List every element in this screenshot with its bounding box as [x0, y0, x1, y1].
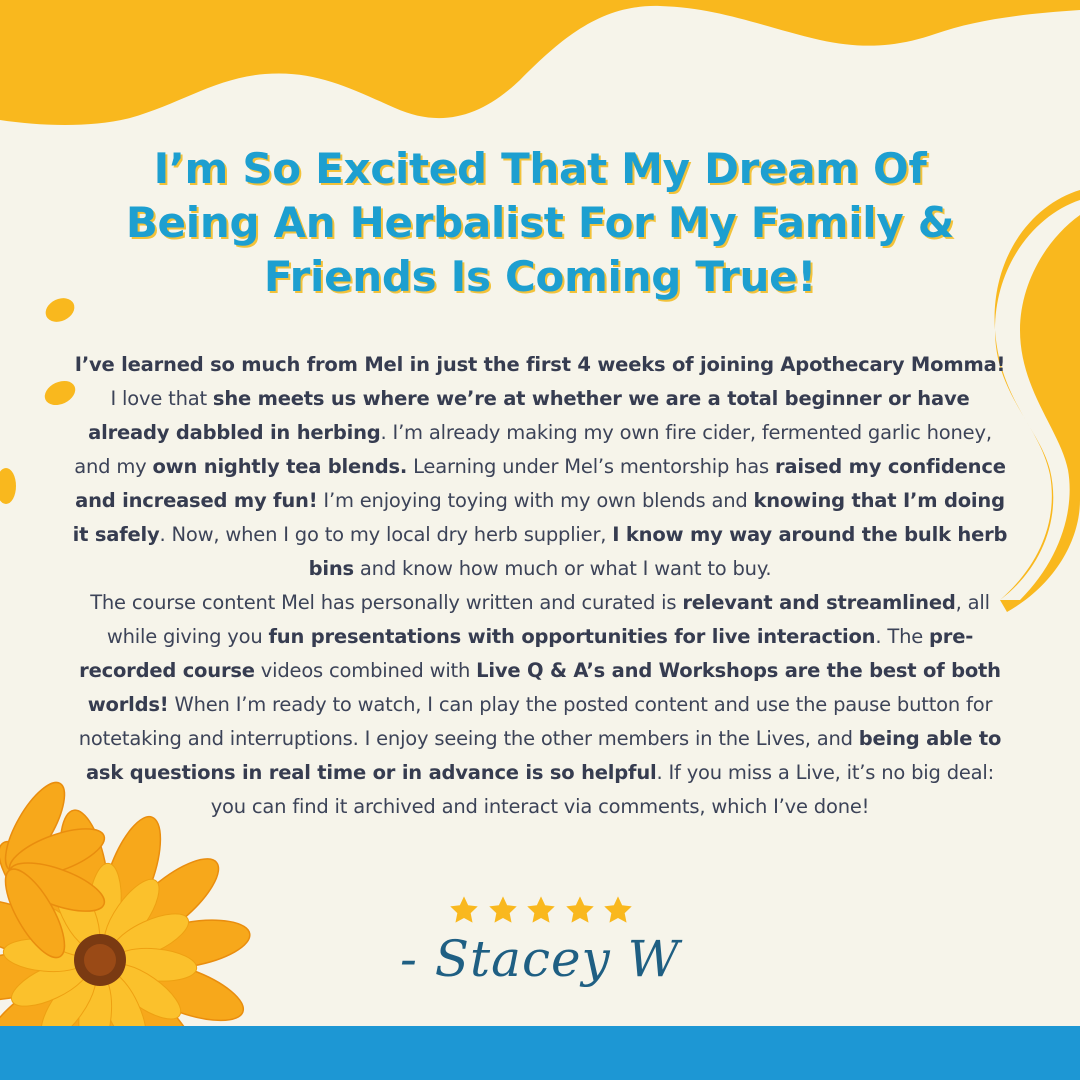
body-text-segment: When I’m ready to watch, I can play the posted content and use the pause button for notetaking and interruptions. I enjoy seeing the other members in the Lives, and: [78, 693, 993, 750]
testimonial-paragraph-2: [70, 586, 1010, 824]
left-dot-1: [42, 294, 78, 327]
highlight-text: pre-recorded course: [79, 625, 974, 682]
highlight-text: I’ve learned so much from Mel in just the first 4 weeks of joining Apothecary Momma!: [74, 353, 1006, 376]
body-text-segment: Learning under Mel’s mentorship has: [407, 455, 775, 478]
footer-bar: [0, 1026, 1080, 1080]
highlight-text: relevant and streamlined: [682, 591, 956, 614]
star-icon: [602, 894, 634, 926]
star-icon: [448, 894, 480, 926]
body-text-segment: I’m enjoying toying with my own blends and: [317, 489, 754, 512]
body-text-segment: . The: [875, 625, 930, 648]
body-text-segment: and know how much or what I want to buy.: [353, 557, 772, 580]
star-rating: [448, 894, 634, 926]
headline-line-3: Friends Is Coming True!: [263, 252, 817, 301]
testimonial-headline: [90, 142, 990, 304]
highlight-text: knowing that I’m doing it safely: [72, 489, 1005, 546]
highlight-text: fun presentations with opportunities for live interaction: [268, 625, 876, 648]
highlight-text: own nightly tea blends.: [152, 455, 408, 478]
star-icon: [564, 894, 596, 926]
top-wave-shape: [0, 0, 1080, 125]
body-text-segment: . I’m already making my own fire cider, fermented garlic honey, and my: [74, 421, 992, 478]
star-icon: [487, 894, 519, 926]
star-icon: [525, 894, 557, 926]
highlight-text: raised my confidence and increased my fun!: [75, 455, 1006, 512]
body-text-segment: The course content Mel has personally written and curated is: [90, 591, 683, 614]
highlight-text: being able to ask questions in real time or in advance is so helpful: [85, 727, 1002, 784]
body-text-segment: . Now, when I go to my local dry herb supplier,: [159, 523, 613, 546]
headline-line-2: Being An Herbalist For My Family &: [125, 198, 955, 247]
body-text-segment: videos combined with: [254, 659, 477, 682]
testimonial-body: [70, 348, 1010, 824]
left-dot-3: [0, 468, 16, 504]
highlight-text: I know my way around the bulk herb bins: [308, 523, 1008, 580]
body-text-segment: I love that: [110, 387, 213, 410]
highlight-text: she meets us where we’re at whether we are a total beginner or have already dabbled in herbing: [88, 387, 970, 444]
headline-line-1: I’m So Excited That My Dream Of: [153, 144, 927, 193]
body-text-segment: , all while giving you: [106, 591, 990, 648]
body-text-segment: . If you miss a Live, it’s no big deal: you can find it archived and interact via comments, which I’ve done!: [210, 761, 995, 818]
testimonial-signature: - Stacey W: [400, 930, 681, 988]
highlight-text: Live Q & A’s and Workshops are the best of both worlds!: [87, 659, 1001, 716]
testimonial-paragraph-1: [70, 348, 1010, 586]
